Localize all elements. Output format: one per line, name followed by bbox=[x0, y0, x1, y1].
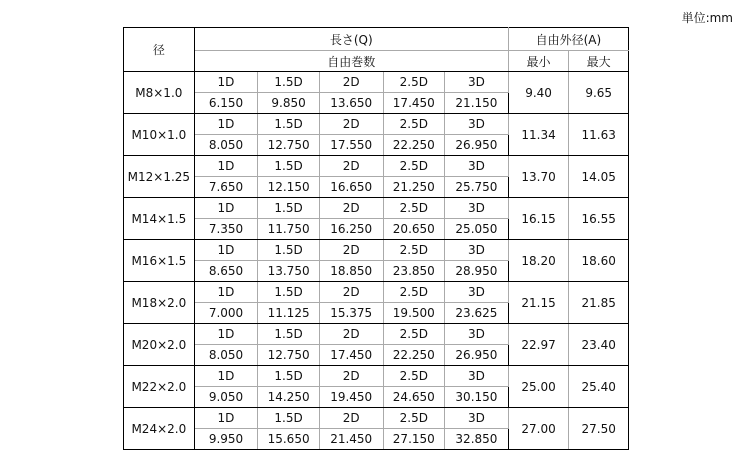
min-cell: 16.15 bbox=[508, 198, 569, 240]
turns-cell: 2D bbox=[319, 282, 383, 303]
length-cell: 32.850 bbox=[445, 429, 509, 450]
length-cell: 12.750 bbox=[258, 135, 320, 156]
length-cell: 26.950 bbox=[445, 135, 509, 156]
turns-cell: 1.5D bbox=[258, 156, 320, 177]
subheader-row bbox=[124, 51, 629, 72]
turns-row bbox=[124, 72, 629, 93]
max-cell: 27.50 bbox=[569, 408, 629, 450]
length-cell: 13.750 bbox=[258, 261, 320, 282]
length-cell: 17.450 bbox=[383, 93, 445, 114]
max-header: 最大 bbox=[569, 51, 629, 72]
length-cell: 13.650 bbox=[319, 93, 383, 114]
turns-row bbox=[124, 324, 629, 345]
max-cell: 21.85 bbox=[569, 282, 629, 324]
min-cell: 27.00 bbox=[508, 408, 569, 450]
length-cell: 22.250 bbox=[383, 345, 445, 366]
max-cell: 14.05 bbox=[569, 156, 629, 198]
length-cell: 19.450 bbox=[319, 387, 383, 408]
turns-cell: 1.5D bbox=[258, 72, 320, 93]
length-cell: 18.850 bbox=[319, 261, 383, 282]
turns-row bbox=[124, 282, 629, 303]
length-cell: 16.650 bbox=[319, 177, 383, 198]
length-cell: 17.450 bbox=[319, 345, 383, 366]
diameter-header: 径 bbox=[124, 28, 195, 72]
length-cell: 8.050 bbox=[194, 135, 258, 156]
length-cell: 20.650 bbox=[383, 219, 445, 240]
length-cell: 21.250 bbox=[383, 177, 445, 198]
length-cell: 26.950 bbox=[445, 345, 509, 366]
turns-cell: 2D bbox=[319, 408, 383, 429]
turns-cell: 3D bbox=[445, 198, 509, 219]
turns-cell: 2.5D bbox=[383, 156, 445, 177]
turns-cell: 3D bbox=[445, 324, 509, 345]
turns-row bbox=[124, 240, 629, 261]
length-cell: 8.650 bbox=[194, 261, 258, 282]
turns-cell: 1D bbox=[194, 366, 258, 387]
turns-cell: 1D bbox=[194, 72, 258, 93]
length-cell: 15.650 bbox=[258, 429, 320, 450]
max-cell: 9.65 bbox=[569, 72, 629, 114]
length-cell: 12.150 bbox=[258, 177, 320, 198]
length-cell: 14.250 bbox=[258, 387, 320, 408]
min-cell: 21.15 bbox=[508, 282, 569, 324]
min-cell: 22.97 bbox=[508, 324, 569, 366]
max-cell: 18.60 bbox=[569, 240, 629, 282]
header-row bbox=[124, 28, 629, 51]
length-cell: 25.050 bbox=[445, 219, 509, 240]
size-cell: M8×1.0 bbox=[124, 72, 195, 114]
turns-cell: 2.5D bbox=[383, 114, 445, 135]
turns-cell: 3D bbox=[445, 156, 509, 177]
unit-label: 単位:mm bbox=[681, 11, 733, 25]
turns-cell: 1.5D bbox=[258, 240, 320, 261]
turns-cell: 1D bbox=[194, 156, 258, 177]
turns-cell: 1D bbox=[194, 114, 258, 135]
turns-cell: 2.5D bbox=[383, 282, 445, 303]
length-cell: 22.250 bbox=[383, 135, 445, 156]
length-cell: 25.750 bbox=[445, 177, 509, 198]
size-cell: M22×2.0 bbox=[124, 366, 195, 408]
length-cell: 9.050 bbox=[194, 387, 258, 408]
length-cell: 9.850 bbox=[258, 93, 320, 114]
min-cell: 18.20 bbox=[508, 240, 569, 282]
turns-cell: 1.5D bbox=[258, 198, 320, 219]
turns-cell: 3D bbox=[445, 72, 509, 93]
turns-cell: 1.5D bbox=[258, 324, 320, 345]
length-cell: 28.950 bbox=[445, 261, 509, 282]
size-cell: M20×2.0 bbox=[124, 324, 195, 366]
length-cell: 21.450 bbox=[319, 429, 383, 450]
max-cell: 23.40 bbox=[569, 324, 629, 366]
turns-cell: 3D bbox=[445, 240, 509, 261]
length-cell: 15.375 bbox=[319, 303, 383, 324]
length-cell: 23.850 bbox=[383, 261, 445, 282]
turns-row bbox=[124, 156, 629, 177]
free-outer-header: 自由外径(A) bbox=[508, 28, 628, 51]
length-cell: 7.650 bbox=[194, 177, 258, 198]
turns-cell: 3D bbox=[445, 114, 509, 135]
length-cell: 6.150 bbox=[194, 93, 258, 114]
max-cell: 16.55 bbox=[569, 198, 629, 240]
min-cell: 13.70 bbox=[508, 156, 569, 198]
turns-cell: 1D bbox=[194, 408, 258, 429]
spec-table bbox=[123, 27, 629, 450]
size-cell: M18×2.0 bbox=[124, 282, 195, 324]
turns-cell: 2.5D bbox=[383, 198, 445, 219]
turns-cell: 2.5D bbox=[383, 324, 445, 345]
turns-cell: 2D bbox=[319, 324, 383, 345]
min-header: 最小 bbox=[508, 51, 569, 72]
turns-cell: 2.5D bbox=[383, 408, 445, 429]
length-cell: 7.000 bbox=[194, 303, 258, 324]
size-cell: M10×1.0 bbox=[124, 114, 195, 156]
turns-cell: 2.5D bbox=[383, 366, 445, 387]
length-cell: 9.950 bbox=[194, 429, 258, 450]
turns-cell: 1.5D bbox=[258, 114, 320, 135]
turns-cell: 2D bbox=[319, 366, 383, 387]
turns-cell: 1D bbox=[194, 198, 258, 219]
length-cell: 19.500 bbox=[383, 303, 445, 324]
turns-cell: 1D bbox=[194, 240, 258, 261]
length-cell: 7.350 bbox=[194, 219, 258, 240]
turns-cell: 1.5D bbox=[258, 408, 320, 429]
turns-cell: 1D bbox=[194, 282, 258, 303]
turns-row bbox=[124, 366, 629, 387]
turns-row bbox=[124, 114, 629, 135]
length-cell: 11.750 bbox=[258, 219, 320, 240]
turns-cell: 3D bbox=[445, 408, 509, 429]
length-cell: 12.750 bbox=[258, 345, 320, 366]
turns-cell: 2D bbox=[319, 114, 383, 135]
length-cell: 11.125 bbox=[258, 303, 320, 324]
max-cell: 11.63 bbox=[569, 114, 629, 156]
turns-cell: 2D bbox=[319, 72, 383, 93]
turns-cell: 2D bbox=[319, 156, 383, 177]
turns-cell: 1D bbox=[194, 324, 258, 345]
size-cell: M24×2.0 bbox=[124, 408, 195, 450]
min-cell: 11.34 bbox=[508, 114, 569, 156]
length-cell: 30.150 bbox=[445, 387, 509, 408]
turns-cell: 2.5D bbox=[383, 240, 445, 261]
min-cell: 9.40 bbox=[508, 72, 569, 114]
turns-cell: 1.5D bbox=[258, 366, 320, 387]
turns-cell: 2D bbox=[319, 240, 383, 261]
length-cell: 17.550 bbox=[319, 135, 383, 156]
turns-cell: 3D bbox=[445, 366, 509, 387]
turns-cell: 3D bbox=[445, 282, 509, 303]
turns-cell: 2D bbox=[319, 198, 383, 219]
length-cell: 21.150 bbox=[445, 93, 509, 114]
length-header: 長さ(Q) bbox=[194, 28, 508, 51]
turns-row bbox=[124, 408, 629, 429]
length-cell: 8.050 bbox=[194, 345, 258, 366]
max-cell: 25.40 bbox=[569, 366, 629, 408]
length-cell: 23.625 bbox=[445, 303, 509, 324]
size-cell: M16×1.5 bbox=[124, 240, 195, 282]
min-cell: 25.00 bbox=[508, 366, 569, 408]
size-cell: M14×1.5 bbox=[124, 198, 195, 240]
length-cell: 27.150 bbox=[383, 429, 445, 450]
turns-cell: 2.5D bbox=[383, 72, 445, 93]
length-cell: 24.650 bbox=[383, 387, 445, 408]
turns-row bbox=[124, 198, 629, 219]
size-cell: M12×1.25 bbox=[124, 156, 195, 198]
turns-cell: 1.5D bbox=[258, 282, 320, 303]
free-coils-header: 自由巻数 bbox=[194, 51, 508, 72]
length-cell: 16.250 bbox=[319, 219, 383, 240]
